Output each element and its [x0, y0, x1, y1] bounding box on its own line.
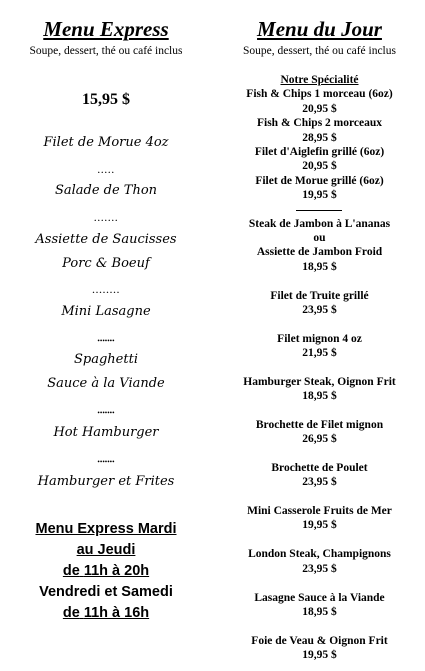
menu-item-name: Foie de Veau & Oignon Frit: [251, 635, 388, 647]
separator-dots: ........: [92, 282, 120, 296]
menu-express-title: Menu Express: [43, 17, 169, 41]
express-item: Mini Lasagne: [61, 304, 151, 319]
specialty-price: 28,95 $: [302, 132, 337, 144]
menu-item-price: 18,95 $: [302, 390, 337, 402]
menu-item-name: Hamburger Steak, Oignon Frit: [243, 376, 396, 388]
schedule-line: au Jeudi: [76, 542, 136, 558]
menu-express-price: 15,95 $: [82, 91, 130, 108]
express-schedule: [0, 519, 212, 624]
schedule-prefix: de: [62, 605, 80, 621]
specialty-name: Fish & Chips 2 morceaux: [256, 117, 383, 129]
menu-item-price: 21,95 $: [302, 347, 337, 359]
menu-item-name: Steak de Jambon à L'ananas: [248, 218, 391, 230]
menu-item-name: Mini Casserole Fruits de Mer: [247, 505, 392, 517]
menu-item-price: 23,95 $: [302, 304, 337, 316]
specialty-price: 20,95 $: [302, 160, 337, 172]
express-item: Sauce à la Viande: [47, 376, 165, 391]
schedule-prefix: de: [62, 563, 80, 579]
separator-dots: •••••••: [97, 458, 115, 466]
schedule-line: Menu Express Mardi: [35, 521, 177, 537]
schedule-time: 11h à 16h: [83, 605, 150, 621]
menu-item-name: London Steak, Champignons: [248, 548, 391, 560]
specialty-heading: Notre Spécialité: [280, 74, 359, 86]
express-item: Hot Hamburger: [53, 425, 159, 440]
express-item: Filet de Morue 4oz: [43, 135, 169, 150]
menu-item-price: 26,95 $: [302, 433, 337, 445]
menu-item-price: 18,95 $: [302, 261, 337, 273]
schedule-line: Vendredi et Samedi: [39, 584, 173, 600]
menu-item-name: Filet mignon 4 oz: [277, 333, 362, 345]
separator-dots: •••••••: [97, 337, 115, 345]
separator-dots: .....: [97, 162, 115, 176]
menu-item-name: Lasagne Sauce à la Viande: [254, 592, 385, 604]
separator-dots: •••••••: [97, 409, 115, 417]
menu-item-price: 18,95 $: [302, 606, 337, 618]
menu-du-jour-title: Menu du Jour: [257, 17, 382, 41]
section-divider: [296, 210, 342, 211]
specialty-name: Filet d'Aiglefin grillé (6oz): [254, 146, 385, 158]
menu-item-price: 23,95 $: [302, 476, 337, 488]
specialty-price: 20,95 $: [302, 103, 337, 115]
separator-dots: .......: [93, 210, 119, 224]
menu-item-name: Brochette de Filet mignon: [255, 419, 384, 431]
schedule-time: 11h à 20h: [83, 563, 150, 579]
menu-item-price: 19,95 $: [302, 649, 337, 661]
express-item: Salade de Thon: [54, 183, 158, 198]
express-item: Hamburger et Frites: [37, 474, 175, 489]
schedule-line: [0, 561, 212, 582]
express-item: Porc & Boeuf: [62, 256, 150, 271]
specialty-name: Filet de Morue grillé (6oz): [255, 175, 384, 187]
menu-du-jour-subtitle: Soupe, dessert, thé ou café inclus: [243, 45, 396, 57]
menu-item-name: Brochette de Poulet: [271, 462, 368, 474]
schedule-line: [0, 603, 212, 624]
menu-item-price: 19,95 $: [302, 519, 337, 531]
specialty-name: Fish & Chips 1 morceau (6oz): [246, 88, 393, 100]
express-item: Spaghetti: [74, 352, 138, 367]
menu-item-name: Assiette de Jambon Froid: [256, 246, 383, 258]
menu-item-name: Filet de Truite grillé: [270, 290, 369, 302]
specialty-price: 19,95 $: [302, 189, 337, 201]
menu-item-price: 23,95 $: [302, 563, 337, 575]
menu-item-or: ou: [313, 232, 326, 244]
menu-express-subtitle: Soupe, dessert, thé ou café inclus: [29, 45, 183, 57]
express-item: Assiette de Saucisses: [35, 232, 177, 247]
